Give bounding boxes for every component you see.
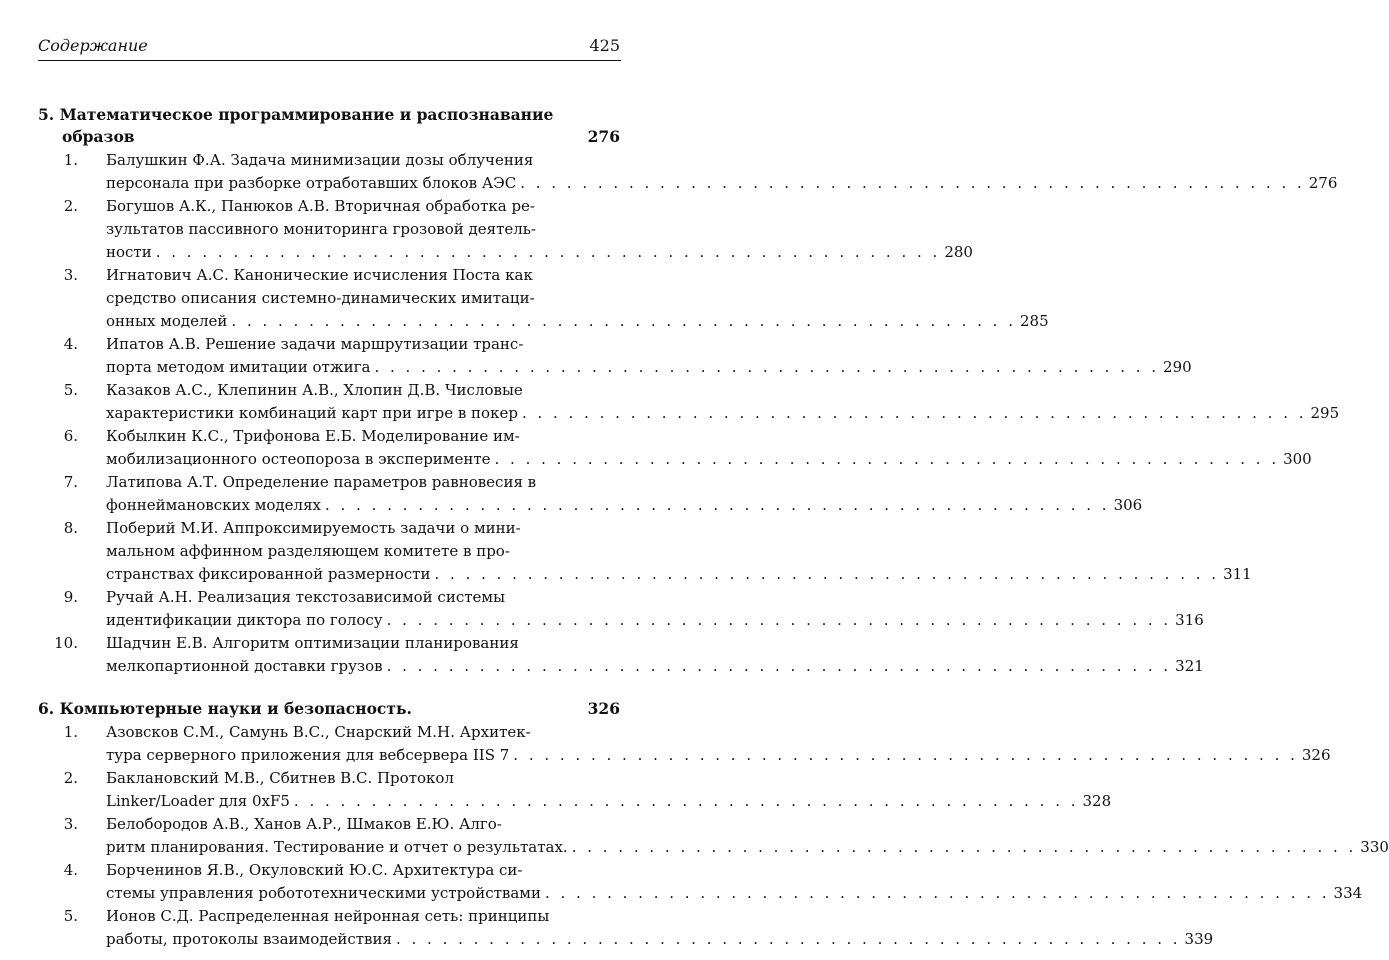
dot-leader	[522, 402, 1307, 425]
entry-number: 5.	[63, 907, 78, 925]
dot-leader	[231, 310, 1016, 333]
entry-text-line: порта методом имитации отжига	[106, 358, 371, 376]
toc-entry[interactable]	[38, 333, 1192, 379]
entry-number: 4.	[63, 335, 78, 353]
entry-page: 295	[1310, 404, 1340, 422]
entry-text-line: Кобылкин К.С., Трифонова Е.Б. Моделирование им-	[106, 427, 520, 445]
entry-text-line: работы, протоколы взаимодействия	[106, 930, 392, 948]
entry-list	[38, 149, 1340, 678]
entry-number: 8.	[63, 519, 78, 537]
toc-entry[interactable]	[38, 264, 1049, 333]
entry-text-line: Linker/Loader для 0xF5	[106, 792, 290, 810]
section-title-line: 5. Математическое программирование и распознавание	[38, 105, 554, 124]
toc-entry[interactable]	[38, 721, 1331, 767]
entry-number: 6.	[63, 427, 78, 445]
dot-leader	[434, 563, 1219, 586]
toc-entry[interactable]	[38, 813, 1389, 859]
dot-leader	[387, 609, 1172, 632]
dot-leader	[387, 655, 1172, 678]
entry-page: 316	[1175, 611, 1204, 629]
entry-number: 4.	[63, 861, 78, 879]
entry-text-line: Азовсков С.М., Самунь В.С., Снарский М.Н. Архитек-	[106, 723, 531, 741]
entry-text-line: Балушкин Ф.А. Задача минимизации дозы облучения	[106, 151, 534, 169]
dot-leader	[156, 241, 941, 264]
entry-text-line: мальном аффинном разделяющем комитете в про-	[106, 542, 510, 560]
toc-entry[interactable]	[38, 425, 1312, 471]
toc-entry[interactable]	[38, 632, 1204, 678]
entry-text-line: мелкопартионной доставки грузов	[106, 657, 383, 675]
dot-leader	[396, 928, 1181, 951]
entry-page: 285	[1019, 312, 1049, 330]
entry-text-line: характеристики комбинаций карт при игре в покер	[106, 404, 518, 422]
entry-number: 2.	[63, 769, 78, 787]
entry-text-line: Поберий М.И. Аппроксимируемость задачи о мини-	[106, 519, 521, 537]
entry-number: 5.	[63, 381, 78, 399]
toc-entry[interactable]	[38, 149, 1338, 195]
entry-page: 334	[1333, 884, 1363, 902]
entry-text-line: средство описания системно-динамических имитаци-	[106, 289, 535, 307]
entry-text-line: Белобородов А.В., Ханов А.Р., Шмаков Е.Ю. Алго-	[106, 815, 502, 833]
entry-text-line: Латипова А.Т. Определение параметров равновесия в	[106, 473, 537, 491]
entry-text-line: онных моделей	[106, 312, 228, 330]
entry-page: 290	[1163, 358, 1192, 376]
entry-page: 311	[1223, 565, 1252, 583]
entry-text-line: Ионов С.Д. Распределенная нейронная сеть: принципы	[106, 907, 550, 925]
entry-number: 3.	[63, 266, 78, 284]
toc-entry[interactable]	[38, 859, 1363, 905]
entry-number: 2.	[63, 197, 78, 215]
entry-text-line: странствах фиксированной размерности	[106, 565, 431, 583]
entry-text-line: Баклановский М.В., Сбитнев В.С. Протокол	[106, 769, 454, 787]
entry-text-line: стемы управления робототехническими устройствами	[106, 884, 541, 902]
entry-list	[38, 721, 1389, 951]
dot-leader	[495, 448, 1280, 471]
section-title-line: образов	[62, 127, 135, 146]
toc-entry[interactable]	[38, 586, 1204, 632]
entry-text-line: Борченинов Я.В., Окуловский Ю.С. Архитектура си-	[106, 861, 523, 879]
table-of-contents	[38, 104, 1389, 951]
dot-leader	[374, 356, 1159, 379]
toc-entry[interactable]	[38, 471, 1143, 517]
dot-leader	[513, 744, 1298, 767]
dot-leader	[325, 494, 1110, 517]
entry-text-line: мобилизационного остеопороза в эксперименте	[106, 450, 491, 468]
entry-page: 300	[1283, 450, 1312, 468]
section-heading[interactable]	[38, 104, 620, 148]
dot-leader	[294, 790, 1079, 813]
entry-text-line: ности	[106, 243, 152, 261]
dot-leader	[545, 882, 1330, 905]
entry-text-line: Ипатов А.В. Решение задачи маршрутизации транс-	[106, 335, 524, 353]
entry-page: 280	[944, 243, 973, 261]
toc-entry[interactable]	[38, 517, 1252, 586]
entry-number: 10.	[54, 634, 78, 652]
dot-leader	[572, 836, 1357, 859]
entry-page: 328	[1082, 792, 1112, 810]
toc-entry[interactable]	[38, 767, 1112, 813]
section-page: 326	[587, 699, 620, 718]
section-page: 276	[587, 127, 620, 146]
entry-number: 1.	[63, 151, 78, 169]
entry-text-line: Казаков А.С., Клепинин А.В., Хлопин Д.В. Числовые	[106, 381, 523, 399]
entry-text-line: персонала при разборке отработавших блоков АЭС	[106, 174, 517, 192]
entry-page: 321	[1175, 657, 1204, 675]
entry-text-line: Игнатович А.С. Канонические исчисления Поста как	[106, 266, 533, 284]
entry-text-line: Шадчин Е.В. Алгоритм оптимизации планирования	[106, 634, 519, 652]
entry-number: 1.	[63, 723, 78, 741]
entry-text-line: Ручай А.Н. Реализация текстозависимой системы	[106, 588, 506, 606]
toc-entry[interactable]	[38, 905, 1214, 951]
entry-page: 276	[1308, 174, 1338, 192]
toc-entry[interactable]	[38, 379, 1340, 425]
entry-page: 306	[1113, 496, 1143, 514]
entry-page: 339	[1184, 930, 1214, 948]
entry-page: 326	[1301, 746, 1331, 764]
entry-text-line: Богушов А.К., Панюков А.В. Вторичная обработка ре-	[106, 197, 535, 215]
entry-page: 330	[1360, 838, 1389, 856]
toc-entry[interactable]	[38, 195, 973, 264]
page-number: 425	[589, 36, 620, 55]
entry-text-line: фоннеймановских моделях	[106, 496, 321, 514]
entry-text-line: зультатов пассивного мониторинга грозовой деятель-	[106, 220, 537, 238]
entry-text-line: ритм планирования. Тестирование и отчет о результатах.	[106, 838, 568, 856]
running-header-title: Содержание	[38, 36, 148, 55]
entry-number: 3.	[63, 815, 78, 833]
entry-number: 9.	[63, 588, 78, 606]
dot-leader	[520, 172, 1305, 195]
section-heading[interactable]	[38, 698, 620, 720]
entry-number: 7.	[63, 473, 78, 491]
section-title-line: 6. Компьютерные науки и безопасность.	[38, 699, 412, 718]
header-rule	[38, 60, 621, 61]
entry-text-line: тура серверного приложения для вебсервера IIS 7	[106, 746, 510, 764]
entry-text-line: идентификации диктора по голосу	[106, 611, 383, 629]
running-header	[38, 36, 620, 56]
